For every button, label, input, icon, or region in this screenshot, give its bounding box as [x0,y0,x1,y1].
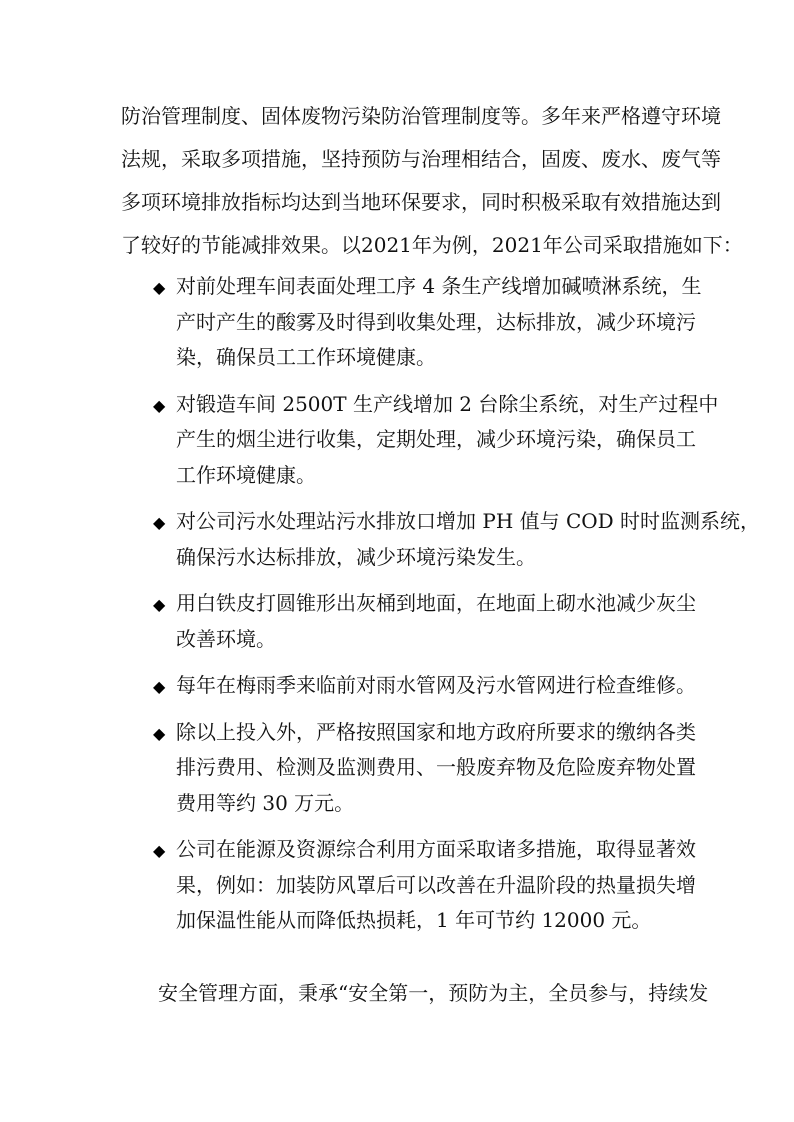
bullet-item [121,670,701,706]
diamond-bullet-icon: ◆ [153,278,166,297]
diamond-bullet-icon: ◆ [153,677,166,696]
bullet-item [121,588,701,659]
bullet-line: 用白铁皮打圆锥形出灰桶到地面，在地面上砌水池减少灰尘 [176,591,696,615]
bullet-line: 产生的烟尘进行收集，定期处理，减少环境污染，确保员工 [176,427,696,451]
bullet-line: 加保温性能从而降低热损耗，1 年可节约 12000 元。 [176,908,652,932]
bullet-line: 公司在能源及资源综合利用方面采取诸多措施，取得显著效 [176,837,696,861]
bullet-line: 染，确保员工工作环境健康。 [176,345,436,369]
bullet-line: 果，例如：加装防风罩后可以改善在升温阶段的热量损失增 [176,872,696,897]
bullet-line: 工作环境健康。 [176,462,316,487]
bullet-line: 除以上投入外，严格按照国家和地方政府所要求的缴纳各类 [176,719,696,744]
bullet-line: 改善环境。 [176,626,276,651]
intro-line: 了较好的节能减排效果。以2021年为例，2021年公司采取措施如下： [121,233,743,257]
bullet-line: 确保污水达标排放，减少环境污染发生。 [176,544,536,569]
bullet-line: 费用等约 30 万元。 [176,790,355,815]
bullet-line: 对前处理车间表面处理工序 4 条生产线增加碱喷淋系统，生 [176,274,702,298]
diamond-bullet-icon: ◆ [153,841,166,860]
measures-bullet-list [121,271,761,941]
intro-line: 法规，采取多项措施，坚持预防与治理相结合，固废、废水、废气等 [121,147,721,171]
bullet-line: 每年在梅雨季来临前对雨水管网及污水管网进行检查维修。 [176,673,696,697]
diamond-bullet-icon: ◆ [153,595,166,614]
bullet-item [121,389,719,496]
bullet-line: 对公司污水处理站污水排放口增加 PH 值与 COD 时时监测系统， [176,509,761,533]
bullet-line: 产时产生的酸雾及时得到收集处理，达标排放，减少环境污 [176,309,696,334]
diamond-bullet-icon: ◆ [153,723,166,743]
diamond-bullet-icon: ◆ [153,395,166,415]
intro-paragraph [121,100,743,272]
bullet-line: 对锻造车间 2500T 生产线增加 2 台除尘系统，对生产过程中 [176,391,719,416]
intro-line: 防治管理制度、固体废物污染防治管理制度等。多年来严格遵守环境 [121,104,721,128]
bullet-item [121,717,701,824]
diamond-bullet-icon: ◆ [153,513,166,532]
bullet-line: 排污费用、检测及监测费用、一般废弃物及危险废弃物处置 [176,755,696,779]
bullet-item [121,271,701,378]
bullet-item [121,506,761,577]
closing-paragraph-line: 安全管理方面，秉承“安全第一，预防为主，全员参与，持续发 [158,981,709,1005]
bullet-item [121,834,701,941]
intro-line: 多项环境排放指标均达到当地环保要求，同时积极采取有效措施达到 [121,190,721,214]
